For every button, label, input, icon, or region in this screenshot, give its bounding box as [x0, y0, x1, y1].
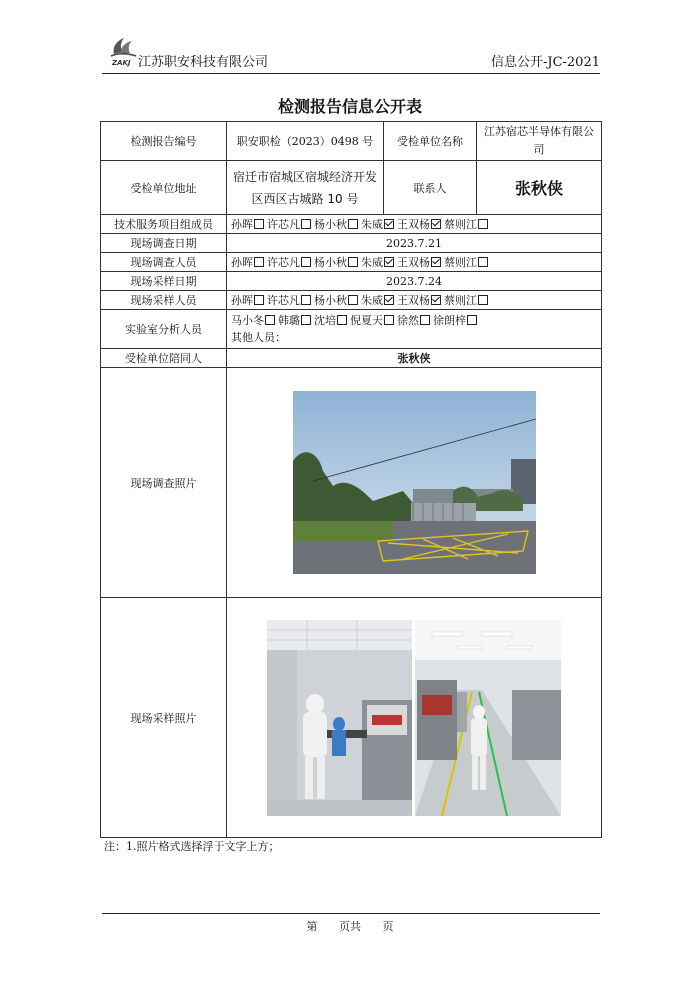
- lab-analysts-cell: [227, 310, 602, 349]
- person-checkbox-item: [350, 314, 394, 327]
- unchecked-checkbox: [348, 219, 358, 229]
- samplers-list: [227, 291, 602, 310]
- checked-checkbox: [431, 219, 441, 229]
- person-name: 孙晖: [231, 218, 253, 231]
- header-divider: [102, 73, 600, 74]
- unchecked-checkbox: [301, 315, 311, 325]
- unchecked-checkbox: [265, 315, 275, 325]
- person-name: 王双杨: [397, 294, 430, 307]
- person-checkbox-item: [433, 314, 477, 327]
- footer-page-prefix: 第: [306, 920, 318, 933]
- samplers-label: 现场采样人员: [101, 291, 227, 310]
- lab-other-label: 其他人员：: [231, 331, 286, 344]
- company-logo: [108, 34, 138, 68]
- person-checkbox-item: [267, 256, 311, 269]
- checked-checkbox: [384, 257, 394, 267]
- table-row: [101, 161, 602, 215]
- person-checkbox-item: [267, 294, 311, 307]
- survey-photo-cell: [227, 368, 602, 598]
- person-checkbox-item: [361, 218, 394, 231]
- contact-value: 张秋侠: [477, 161, 602, 215]
- person-checkbox-item: [397, 256, 441, 269]
- table-row: [101, 291, 602, 310]
- person-name: 马小冬: [231, 314, 264, 327]
- page-header: [102, 34, 600, 74]
- surveyors-label: 现场调查人员: [101, 253, 227, 272]
- lab-analysts-label: 实验室分析人员: [101, 310, 227, 349]
- unchecked-checkbox: [478, 257, 488, 267]
- unchecked-checkbox: [420, 315, 430, 325]
- client-address-label: 受检单位地址: [101, 161, 227, 215]
- person-name: 韩璐: [278, 314, 300, 327]
- unchecked-checkbox: [348, 295, 358, 305]
- person-name: 王双杨: [397, 218, 430, 231]
- person-name: 徐然: [397, 314, 419, 327]
- table-row: [101, 122, 602, 161]
- report-info-table: [100, 121, 602, 838]
- person-name: 蔡则江: [444, 256, 477, 269]
- page-title: 检测报告信息公开表: [277, 97, 422, 116]
- survey-date-label: 现场调查日期: [101, 234, 227, 253]
- person-checkbox-item: [361, 294, 394, 307]
- person-name: 朱威: [361, 294, 383, 307]
- person-checkbox-item: [444, 218, 488, 231]
- checked-checkbox: [384, 219, 394, 229]
- contact-label: 联系人: [384, 161, 477, 215]
- unchecked-checkbox: [337, 315, 347, 325]
- sampling-photo: [267, 620, 561, 816]
- unchecked-checkbox: [301, 257, 311, 267]
- table-row: [101, 349, 602, 368]
- table-row: [101, 253, 602, 272]
- person-name: 沈培: [314, 314, 336, 327]
- table-row: [101, 368, 602, 598]
- person-name: 朱威: [361, 218, 383, 231]
- person-name: 王双杨: [397, 256, 430, 269]
- person-checkbox-item: [231, 256, 264, 269]
- document-code: 信息公开-JC-2021: [490, 55, 600, 70]
- table-row: [101, 272, 602, 291]
- person-checkbox-item: [231, 294, 264, 307]
- sampling-date-value: 2023.7.24: [227, 272, 602, 291]
- unchecked-checkbox: [478, 219, 488, 229]
- page-footer: [0, 918, 700, 934]
- logo-text: ZAKJ: [112, 59, 131, 67]
- report-number-value: 职安职检（2023）0498 号: [227, 122, 384, 161]
- person-name: 杨小秋: [314, 256, 347, 269]
- client-name-label: 受检单位名称: [384, 122, 477, 161]
- unchecked-checkbox: [348, 257, 358, 267]
- footnote: 注：1.照片格式选择浮于文字上方；: [104, 840, 280, 853]
- surveyors-list: [227, 253, 602, 272]
- unchecked-checkbox: [384, 315, 394, 325]
- unchecked-checkbox: [301, 295, 311, 305]
- person-name: 杨小秋: [314, 218, 347, 231]
- person-checkbox-item: [397, 294, 441, 307]
- client-address-value: 宿迁市宿城区宿城经济开发区西区古城路 10 号: [227, 161, 384, 215]
- unchecked-checkbox: [478, 295, 488, 305]
- unchecked-checkbox: [301, 219, 311, 229]
- team-label: 技术服务项目组成员: [101, 215, 227, 234]
- checked-checkbox: [431, 257, 441, 267]
- person-name: 倪夏天: [350, 314, 383, 327]
- person-checkbox-item: [361, 256, 394, 269]
- person-checkbox-item: [397, 314, 430, 327]
- person-name: 许芯凡: [267, 256, 300, 269]
- sampling-photo-cell: [227, 598, 602, 838]
- person-name: 蔡则江: [444, 294, 477, 307]
- person-checkbox-item: [314, 256, 358, 269]
- person-name: 蔡则江: [444, 218, 477, 231]
- table-row: [101, 598, 602, 838]
- survey-photo-label: 现场调查照片: [101, 368, 227, 598]
- report-number-label: 检测报告编号: [101, 122, 227, 161]
- person-name: 孙晖: [231, 256, 253, 269]
- escort-value: 张秋侠: [227, 349, 602, 368]
- footer-page-middle: 页共: [339, 920, 361, 933]
- checked-checkbox: [384, 295, 394, 305]
- survey-photo: [293, 391, 536, 574]
- person-checkbox-item: [278, 314, 311, 327]
- survey-date-value: 2023.7.21: [227, 234, 602, 253]
- lab-analysts-list: [231, 312, 597, 329]
- footer-page-suffix: 页: [382, 920, 394, 933]
- person-name: 朱威: [361, 256, 383, 269]
- person-name: 许芯凡: [267, 218, 300, 231]
- client-name-value: 江苏宿芯半导体有限公司: [477, 122, 602, 161]
- person-checkbox-item: [231, 218, 264, 231]
- unchecked-checkbox: [254, 295, 264, 305]
- escort-label: 受检单位陪同人: [101, 349, 227, 368]
- person-name: 孙晖: [231, 294, 253, 307]
- table-row: [101, 310, 602, 349]
- person-checkbox-item: [314, 314, 347, 327]
- person-checkbox-item: [397, 218, 441, 231]
- unchecked-checkbox: [467, 315, 477, 325]
- checked-checkbox: [431, 295, 441, 305]
- person-name: 杨小秋: [314, 294, 347, 307]
- person-checkbox-item: [314, 294, 358, 307]
- person-name: 徐朗梓: [433, 314, 466, 327]
- table-row: [101, 234, 602, 253]
- person-checkbox-item: [314, 218, 358, 231]
- person-checkbox-item: [231, 314, 275, 327]
- person-checkbox-item: [444, 294, 488, 307]
- sampling-photo-label: 现场采样照片: [101, 598, 227, 838]
- unchecked-checkbox: [254, 219, 264, 229]
- table-row: [101, 215, 602, 234]
- person-name: 许芯凡: [267, 294, 300, 307]
- person-checkbox-item: [267, 218, 311, 231]
- team-members-list: [227, 215, 602, 234]
- footer-divider: [102, 913, 600, 914]
- person-checkbox-item: [444, 256, 488, 269]
- company-name: 江苏职安科技有限公司: [138, 55, 269, 70]
- unchecked-checkbox: [254, 257, 264, 267]
- sampling-date-label: 现场采样日期: [101, 272, 227, 291]
